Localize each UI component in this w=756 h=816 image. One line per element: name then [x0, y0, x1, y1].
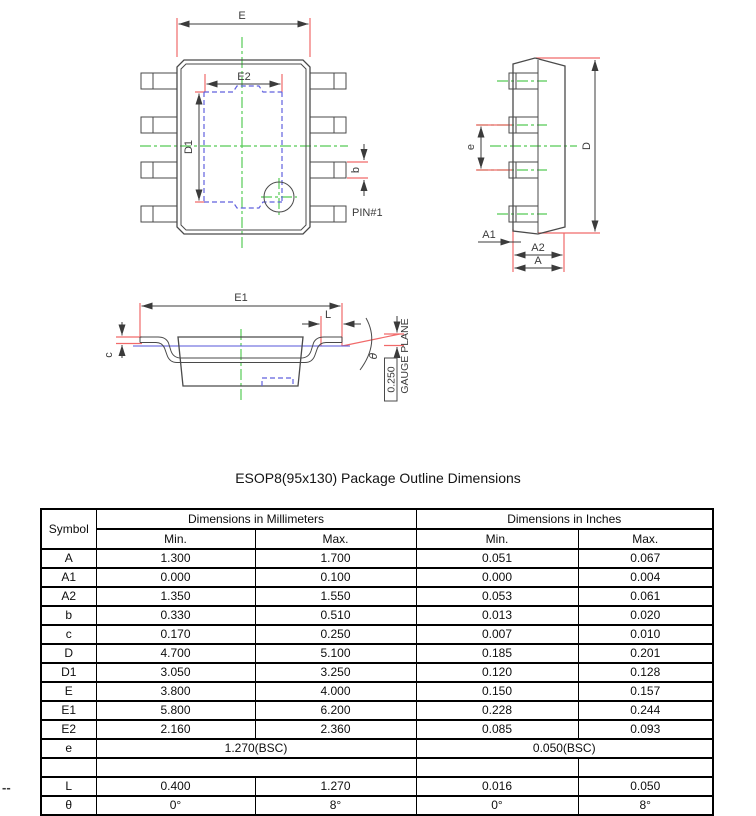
cell-in-max: 0.201	[578, 644, 713, 663]
dim-label-E1: E1	[234, 292, 248, 304]
cell-mm-max: 1.700	[255, 549, 416, 568]
pin1-label: PIN#1	[352, 207, 383, 219]
cell-mm-min: 1.350	[96, 587, 255, 606]
dim-label-A: A	[534, 255, 542, 267]
cell-in-min: 0.013	[416, 606, 578, 625]
cell-mm-min: 0.330	[96, 606, 255, 625]
dim-label-A1: A1	[482, 229, 496, 241]
cell-mm-min: 5.800	[96, 701, 255, 720]
dim-label-theta: θ	[367, 352, 380, 360]
cell-mm-max: 0.100	[255, 568, 416, 587]
cell-sym: θ	[41, 796, 96, 815]
gauge-offset-value: 0.250	[385, 366, 398, 393]
cell-in-max: 0.093	[578, 720, 713, 739]
dim-label-E: E	[238, 10, 246, 22]
cell-in-max: 0.020	[578, 606, 713, 625]
cell-mm-max: 5.100	[255, 644, 416, 663]
cell-mm-max: 4.000	[255, 682, 416, 701]
cell-sym: A1	[41, 568, 96, 587]
cell-in-min: 0.007	[416, 625, 578, 644]
table-row-A1	[41, 568, 713, 587]
table-header-minmax	[41, 529, 713, 549]
cell-mm-min: 0.400	[96, 777, 255, 796]
table-row-D	[41, 644, 713, 663]
cell-in-min: 0.150	[416, 682, 578, 701]
table-row-e	[41, 739, 713, 758]
cell-in-min: 0.120	[416, 663, 578, 682]
front-view-drawing	[103, 292, 411, 401]
cell-in-min: 0.185	[416, 644, 578, 663]
cell-in-min: 0.053	[416, 587, 578, 606]
cell-in-min: 0.085	[416, 720, 578, 739]
cell-mm-min: 0.000	[96, 568, 255, 587]
cell-mm-max: 0.250	[255, 625, 416, 644]
table-row-L	[41, 777, 713, 796]
cell-in-max: 0.061	[578, 587, 713, 606]
cell-in-max: 0.050	[578, 777, 713, 796]
cell-sym-empty	[41, 758, 96, 777]
table-row-E2	[41, 720, 713, 739]
side-view-drawing	[465, 58, 600, 272]
cell-mm-max: 6.200	[255, 701, 416, 720]
cell-mm-min: 3.050	[96, 663, 255, 682]
cell-sym: D	[41, 644, 96, 663]
cell-sym: E	[41, 682, 96, 701]
header-symbol: Symbol	[41, 509, 96, 549]
cell-in-max: 0.067	[578, 549, 713, 568]
cell-sym: D1	[41, 663, 96, 682]
table-row-E1	[41, 701, 713, 720]
side-view-centerlines	[477, 81, 577, 214]
table-row-b	[41, 606, 713, 625]
cell-in-min: 0.016	[416, 777, 578, 796]
cell-in-max: 0.010	[578, 625, 713, 644]
cell-sym: L	[41, 777, 96, 796]
cell-mm-min: 1.300	[96, 549, 255, 568]
dim-label-D1: D1	[183, 139, 195, 155]
table-row-empty	[41, 758, 713, 777]
header-mm-max: Max.	[255, 529, 416, 549]
cell-mm-max: 8°	[255, 796, 416, 815]
cell-mm-max: 3.250	[255, 663, 416, 682]
cell-in-min: 0°	[416, 796, 578, 815]
table-row-A	[41, 549, 713, 568]
cell-sym: b	[41, 606, 96, 625]
dim-label-D: D	[581, 142, 593, 150]
gauge-plane-label: GAUGE PLANE	[399, 318, 411, 394]
cell-sym: e	[41, 739, 96, 758]
header-mm-min: Min.	[96, 529, 255, 549]
header-mm-group: Dimensions in Millimeters	[96, 509, 416, 529]
cell-mm-min: 0°	[96, 796, 255, 815]
cell-in-max: 0.004	[578, 568, 713, 587]
cell-mm-empty	[96, 758, 416, 777]
table-header-groups	[41, 509, 713, 529]
top-view-drawing	[140, 10, 383, 249]
theta-angle-arc	[360, 318, 372, 370]
cell-sym: c	[41, 625, 96, 644]
cell-mm-bsc: 1.270(BSC)	[96, 739, 416, 758]
header-in-min: Min.	[416, 529, 578, 549]
front-view-dimensions	[122, 306, 397, 363]
cell-in-max-empty	[578, 758, 713, 777]
table-row-D1	[41, 663, 713, 682]
cell-sym: A2	[41, 587, 96, 606]
dim-label-L: L	[324, 309, 332, 321]
cell-mm-min: 3.800	[96, 682, 255, 701]
header-in-max: Max.	[578, 529, 713, 549]
cell-mm-max: 1.270	[255, 777, 416, 796]
cell-in-bsc: 0.050(BSC)	[416, 739, 713, 758]
cell-mm-min: 2.160	[96, 720, 255, 739]
cell-in-min: 0.228	[416, 701, 578, 720]
top-view-pins	[141, 73, 346, 222]
cell-in-min: 0.000	[416, 568, 578, 587]
cell-in-max: 0.128	[578, 663, 713, 682]
top-view-exposed-pad	[204, 86, 282, 208]
table-row-A2	[41, 587, 713, 606]
dim-label-b: b	[350, 166, 362, 174]
cell-sym: E2	[41, 720, 96, 739]
cell-in-max: 0.244	[578, 701, 713, 720]
dim-label-A2: A2	[531, 242, 545, 254]
top-view-dimensions	[179, 24, 365, 201]
front-view-pad-hidden-line	[262, 378, 293, 386]
cell-in-max: 8°	[578, 796, 713, 815]
dim-label-c: c	[103, 352, 115, 358]
cell-mm-max: 2.360	[255, 720, 416, 739]
cell-mm-max: 0.510	[255, 606, 416, 625]
dimensions-table	[40, 508, 714, 816]
table-row-E	[41, 682, 713, 701]
cell-mm-min: 0.170	[96, 625, 255, 644]
cell-in-max: 0.157	[578, 682, 713, 701]
dim-label-E2: E2	[237, 71, 251, 83]
page-footer-mark: --	[2, 780, 11, 795]
dim-label-e: e	[465, 143, 477, 151]
cell-sym: A	[41, 549, 96, 568]
cell-in-min-empty	[416, 758, 578, 777]
cell-mm-min: 4.700	[96, 644, 255, 663]
cell-in-min: 0.051	[416, 549, 578, 568]
top-view-extension-lines	[177, 18, 368, 202]
page-title: ESOP8(95x130) Package Outline Dimensions	[235, 470, 521, 486]
table-row-theta	[41, 796, 713, 815]
cell-sym: E1	[41, 701, 96, 720]
cell-mm-max: 1.550	[255, 587, 416, 606]
table-row-c	[41, 625, 713, 644]
top-view-centerlines	[140, 37, 348, 249]
header-inch-group: Dimensions in Inches	[416, 509, 713, 529]
